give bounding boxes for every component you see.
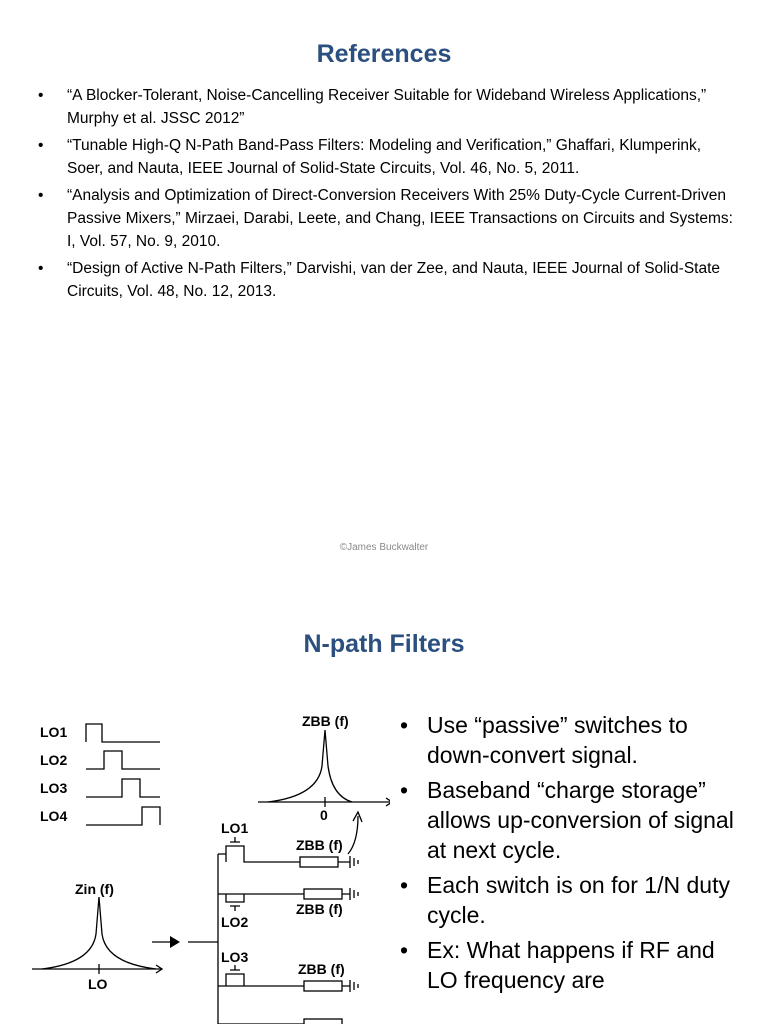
bullet-list (396, 710, 741, 1000)
branch1-gate (230, 837, 240, 842)
branch3-ground-icon (342, 980, 358, 992)
branch1-switch (218, 846, 300, 862)
slide-divider (0, 576, 768, 596)
branch2-ground-icon (342, 888, 358, 900)
bullet-icon: • (400, 937, 409, 963)
bullet-icon: • (400, 777, 409, 803)
reference-text: “Design of Active N-Path Filters,” Darvishi, van der Zee, and Nauta, IEEE Journal of Solid-State Circuits, Vol. 48, No. 12, 2013. (67, 260, 721, 300)
bullet-icon: • (400, 872, 409, 898)
zin-spectrum-label: Zin (f) (75, 881, 114, 897)
slide-title: References (316, 40, 452, 68)
zbb-spectrum-peak (268, 730, 352, 802)
branch2-zbb-box (304, 889, 342, 899)
branch2-switch (226, 894, 244, 902)
bullet-text: Baseband “charge storage” allows up-conversion of signal at next cycle. (427, 777, 734, 863)
reference-item (38, 84, 738, 130)
bullet-item (396, 870, 741, 930)
branch-zbb-label: ZBB (f) (296, 901, 343, 917)
bullet-icon: • (38, 260, 44, 277)
lo2-waveform (86, 751, 160, 769)
lo4-waveform (86, 807, 160, 825)
bullet-item (396, 775, 741, 865)
bullet-icon: • (38, 187, 44, 204)
reference-list (38, 84, 738, 307)
bullet-text: Ex: What happens if RF and LO frequency are (427, 937, 715, 993)
reference-item (38, 134, 738, 180)
zbb-axis-tick-label: 0 (320, 807, 328, 823)
branch3-zbb-box (304, 981, 342, 991)
lo3-waveform (86, 779, 160, 797)
branch-zbb-label: ZBB (f) (298, 961, 345, 977)
reference-text: “Tunable High-Q N-Path Band-Pass Filters: Modeling and Verification,” Ghaffari, Klumperink, Soer, and Nauta, IEEE Journal of Solid-State Circuits, Vol. 46, No. 5, 2011. (67, 137, 702, 177)
switch-label: LO1 (221, 820, 249, 836)
copyright-footer: ©James Buckwalter (339, 542, 429, 553)
lo-label: LO3 (40, 780, 68, 796)
bullet-icon: • (38, 137, 44, 154)
reference-text: “Analysis and Optimization of Direct-Conversion Receivers With 25% Duty-Cycle Current-Driven Passive Mixers,” Mirzaei, Darabi, Leete, and Chang, IEEE Transactions on Circuits and Systems: I, Vol. 57, No. 9, 2010. (67, 187, 733, 250)
branch2-gate (230, 906, 240, 911)
bullet-icon: • (400, 712, 409, 738)
zbb-spectrum-label: ZBB (f) (302, 713, 349, 729)
reference-item (38, 257, 738, 303)
branch-zbb-label: ZBB (f) (296, 837, 343, 853)
branch1-ground-icon (338, 856, 358, 868)
input-arrow-icon (170, 936, 180, 948)
n-path-filters-slide (0, 596, 768, 1024)
lo-label: LO1 (40, 724, 68, 740)
bullet-item (396, 935, 741, 995)
n-path-filter-schematic (0, 696, 390, 1024)
bullet-text: Each switch is on for 1/N duty cycle. (427, 872, 730, 928)
slide-title: N-path Filters (303, 630, 465, 658)
reference-item (38, 184, 738, 253)
lo-label: LO4 (40, 808, 68, 824)
switch-label: LO3 (221, 949, 249, 965)
bullet-text: Use “passive” switches to down-convert signal. (427, 712, 688, 768)
lo-label: LO2 (40, 752, 68, 768)
bullet-icon: • (38, 87, 44, 104)
switch-label: LO2 (221, 914, 249, 930)
zin-spectrum-peak (42, 897, 156, 969)
zin-axis-tick-label: LO (88, 976, 108, 992)
bullet-item (396, 710, 741, 770)
branch3-gate (230, 965, 240, 970)
lo1-waveform (86, 724, 160, 742)
upconvert-arrow (348, 816, 358, 854)
branch3-switch (226, 974, 244, 986)
reference-text: “A Blocker-Tolerant, Noise-Cancelling Receiver Suitable for Wideband Wireless Applications,” Murphy et al. JSSC 2012” (67, 87, 707, 127)
branch1-zbb-box (300, 857, 338, 867)
branch4-zbb-box (304, 1019, 342, 1024)
